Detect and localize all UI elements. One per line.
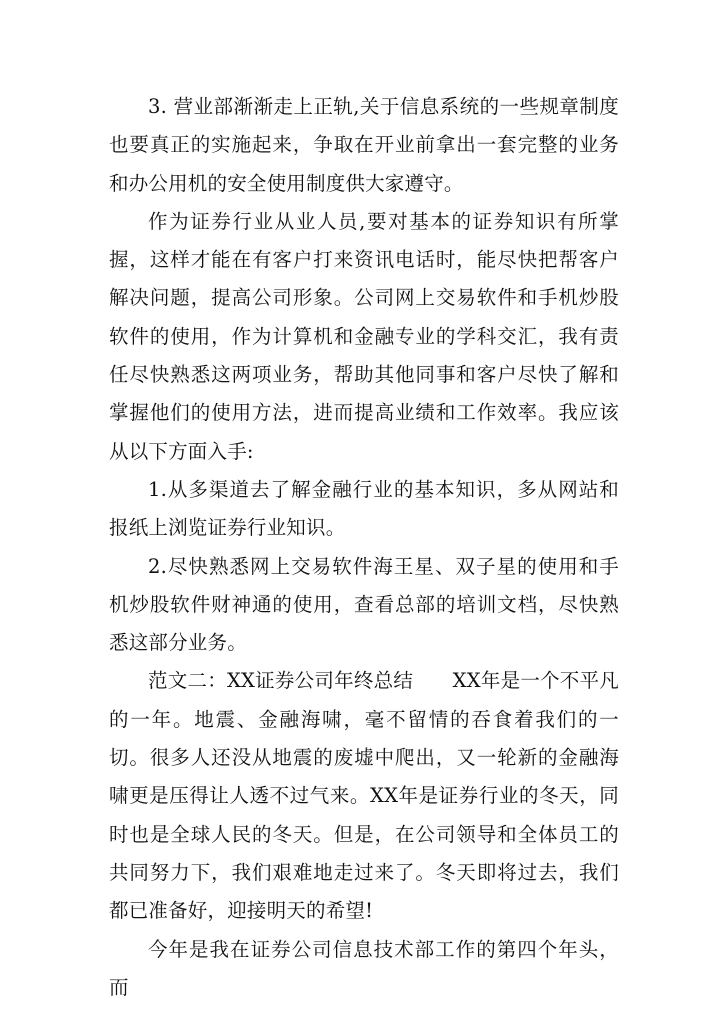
paragraph-item-2: 2.尽快熟悉网上交易软件海王星、双子星的使用和手机炒股软件财神通的使用，查看总部的培训文档，尽快熟悉这部分业务。	[109, 554, 619, 655]
paragraph-practitioner-knowledge: 作为证券行业从业人员,要对基本的证券知识有所掌握，这样才能在有客户打来资讯电话时，能尽快把帮客户解决问题，提高公司形象。公司网上交易软件和手机炒股软件的使用，作为计算机和金融专业的学科交汇，我有责任尽快熟悉这两项业务，帮助其他同事和客户尽快了解和掌握他们的使用方法，进而提高业绩和工作效率。我应该从以下方面入手:	[109, 209, 619, 463]
paragraph-sample-two: 范文二：XX证券公司年终总结 XX年是一个不平凡的一年。地震、金融海啸，毫不留情的吞食着我们的一切。很多人还没从地震的废墟中爬出，又一轮新的金融海啸更是压得让人透不过气来。XX年是证券行业的冬天，同时也是全球人民的冬天。但是，在公司领导和全体员工的共同努力下，我们艰难地走过来了。冬天即将过去，我们都已准备好，迎接明天的希望!	[109, 669, 619, 923]
paragraph-item-1: 1.从多渠道去了解金融行业的基本知识，多从网站和报纸上浏览证券行业知识。	[109, 477, 619, 540]
paragraph-system-rules: 3. 营业部渐渐走上正轨,关于信息系统的一些规章制度也要真正的实施起来，争取在开业前拿出一套完整的业务和办公用机的安全使用制度供大家遵守。	[109, 95, 619, 195]
document-body	[109, 88, 619, 1007]
paragraph-fourth-year: 今年是我在证券公司信息技术部工作的第四个年头，而	[109, 937, 619, 999]
